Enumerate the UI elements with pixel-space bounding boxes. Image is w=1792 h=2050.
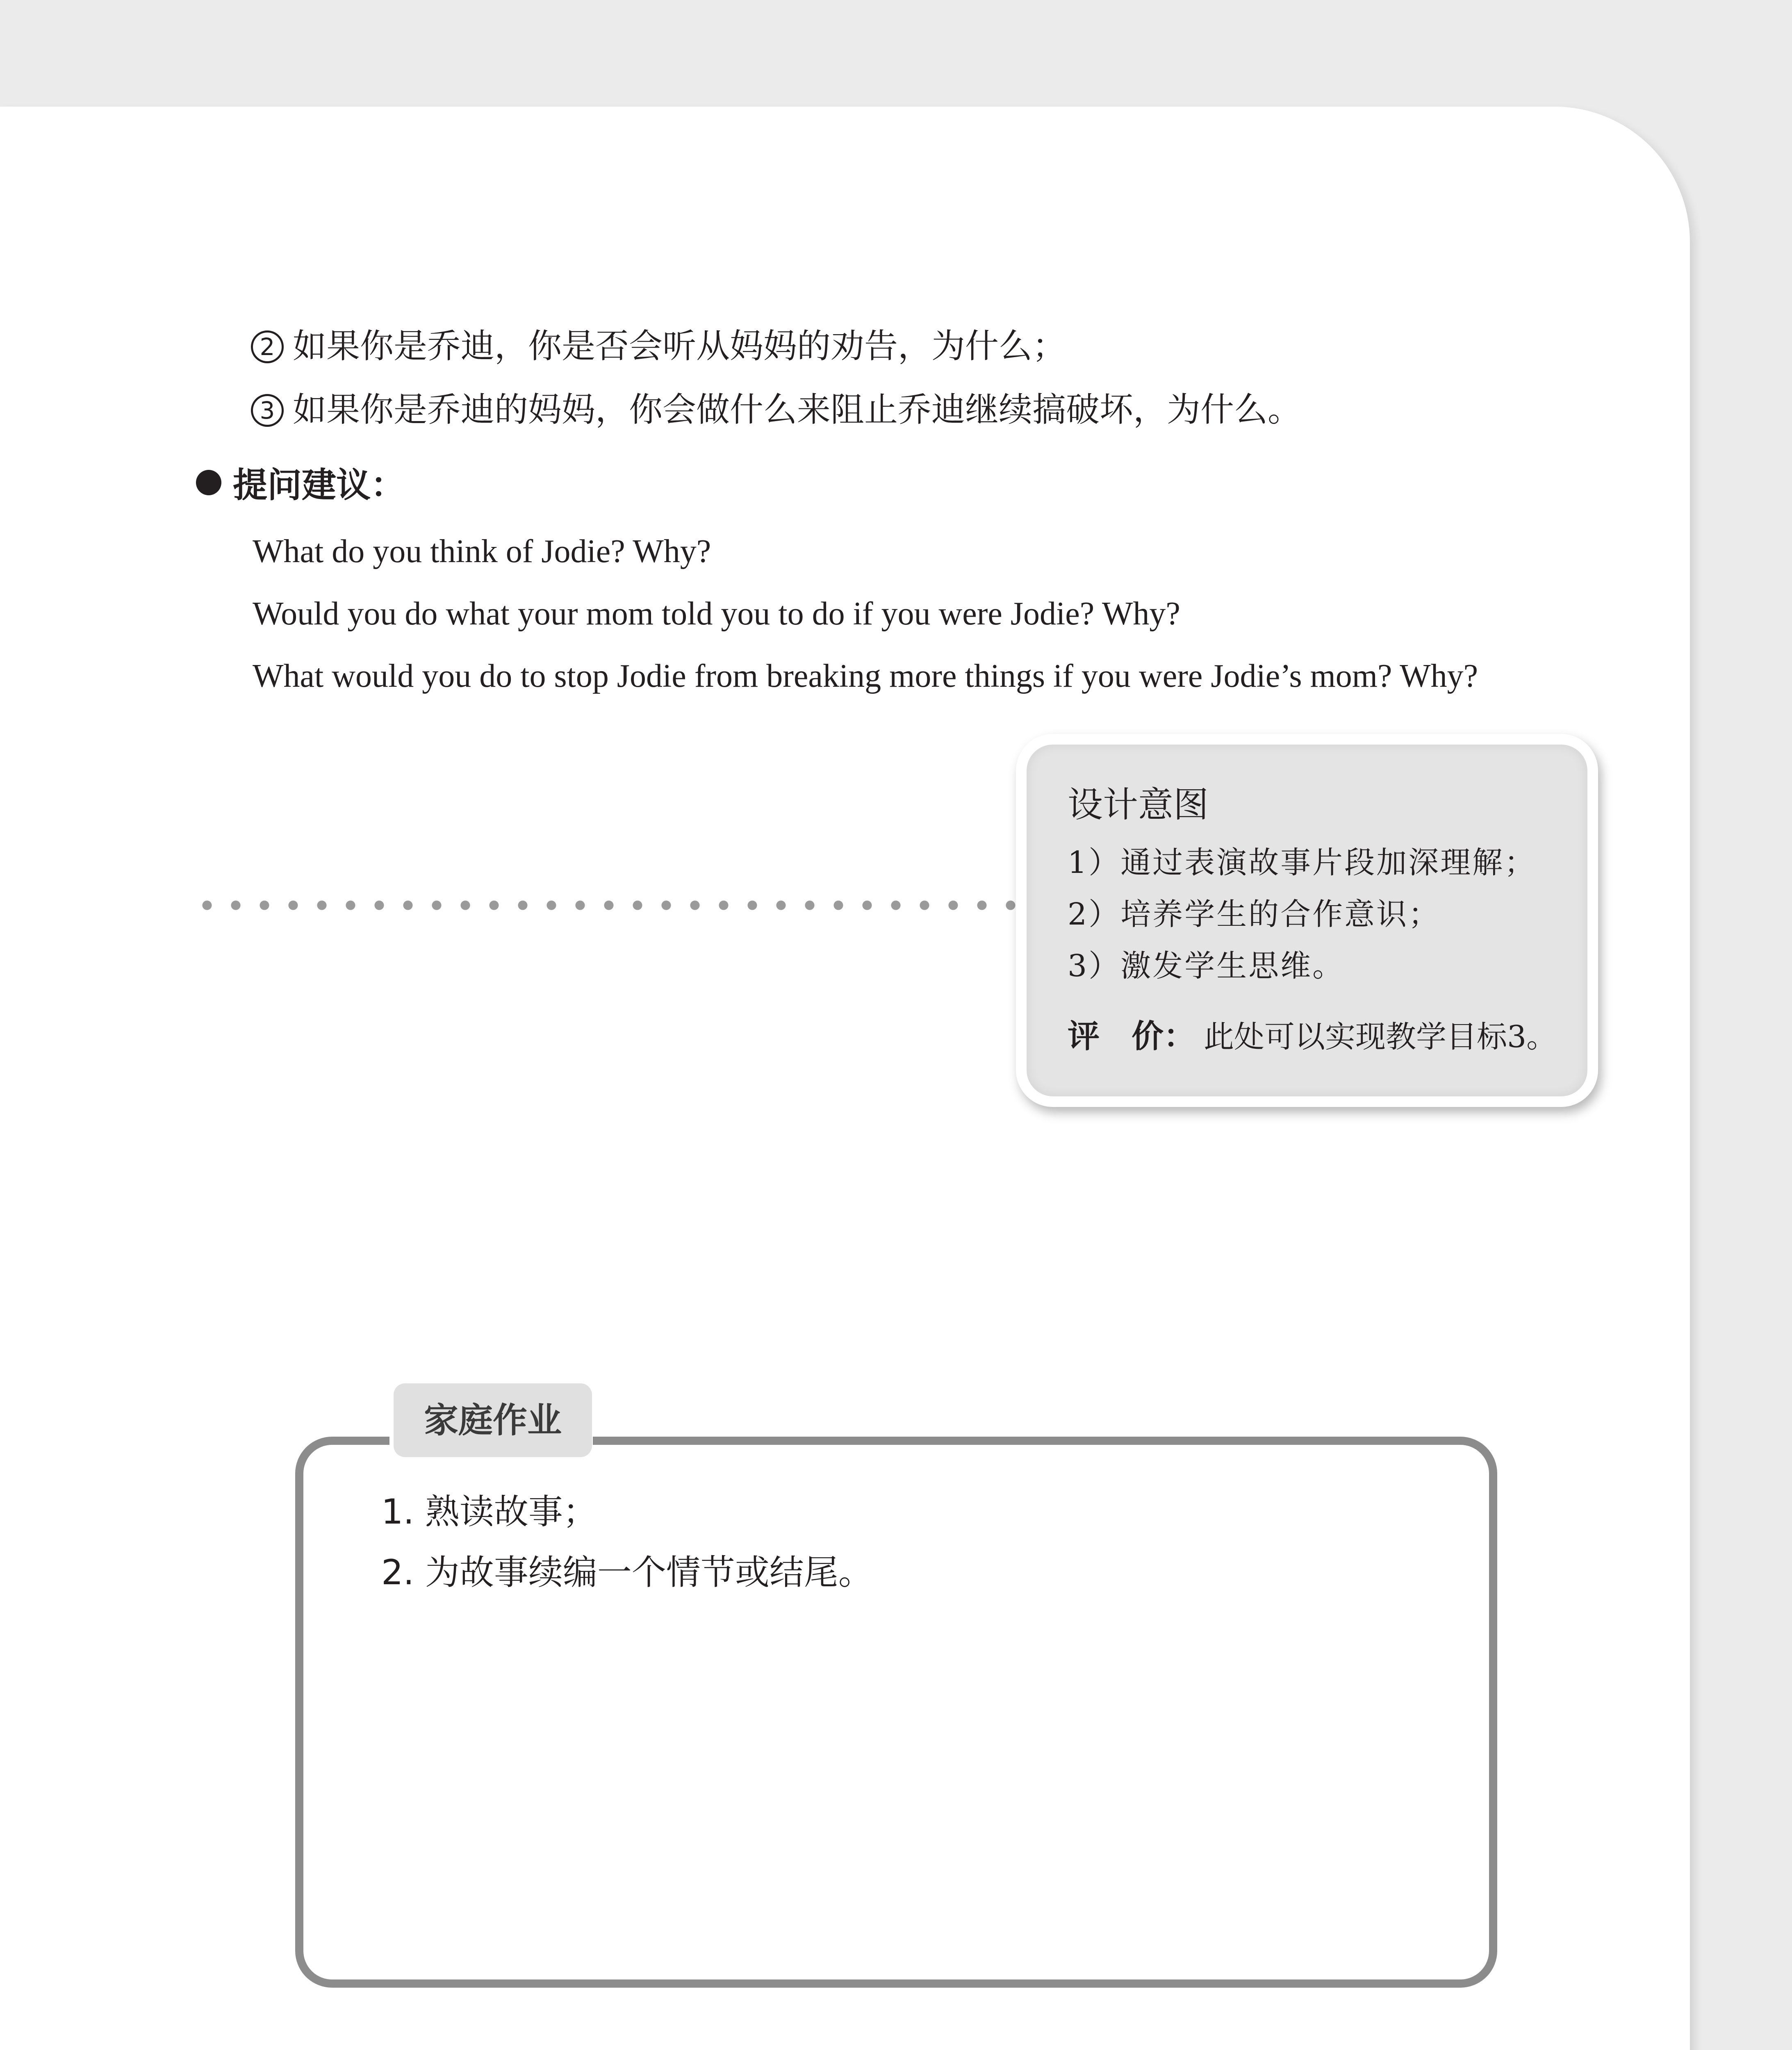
suggestions-heading (196, 462, 405, 508)
design-intent-item: 1）通过表演故事片段加深理解； (1068, 845, 1537, 880)
question-text: 如果你是乔迪，你是否会听从妈妈的劝告，为什么； (293, 327, 1066, 366)
homework-item: 1. 熟读故事； (381, 1492, 597, 1532)
evaluation-label: 评 价： (1068, 1018, 1196, 1055)
design-intent-title: 设计意图 (1068, 784, 1209, 825)
suggestion-line: Would you do what your mom told you to do if you were Jodie? Why? (253, 596, 1180, 632)
homework-item: 2. 为故事续编一个情节或结尾。 (381, 1552, 873, 1592)
design-intent-box (1016, 734, 1598, 1107)
design-intent-item: 3）激发学生思维。 (1068, 948, 1345, 984)
circled-number: 2 (251, 330, 284, 363)
homework-tab: 家庭作业 (394, 1383, 592, 1457)
discussion-question (251, 387, 1301, 433)
bullet-icon (196, 470, 221, 495)
discussion-question (251, 324, 1066, 369)
evaluation-text: 此处可以实现教学目标3。 (1204, 1019, 1557, 1055)
question-text: 如果你是乔迪的妈妈，你会做什么来阻止乔迪继续搞破坏，为什么。 (293, 390, 1302, 429)
suggestion-line: What do you think of Jodie? Why? (253, 533, 711, 569)
evaluation-line (1068, 1016, 1557, 1057)
suggestion-line: What would you do to stop Jodie from breaking more things if you were Jodie’s mom? Why? (253, 658, 1478, 694)
suggestions-heading-text: 提问建议： (233, 465, 405, 505)
dotted-divider (193, 900, 1017, 910)
design-intent-item: 2）培养学生的合作意识； (1068, 897, 1441, 932)
circled-number: 3 (251, 394, 284, 427)
